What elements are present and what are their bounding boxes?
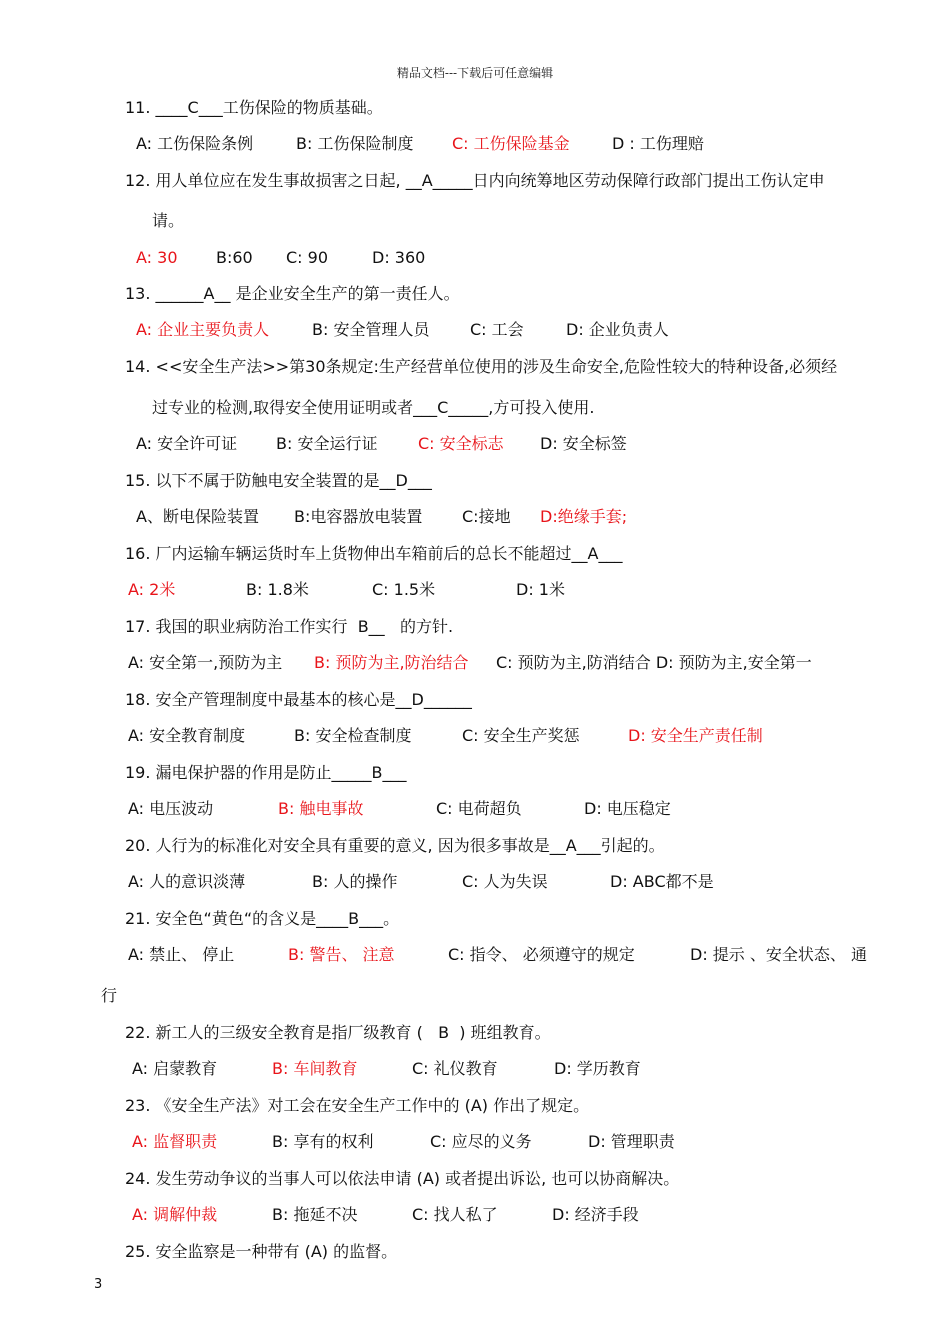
option-11-a: A: 工伤保险条例 <box>136 134 254 153</box>
option-12-d: D: 360 <box>372 248 426 267</box>
option-21-c: C: 指令、 必须遵守的规定 <box>448 945 635 964</box>
option-20-c: C: 人为失误 <box>462 872 548 891</box>
option-24-a-answer: A: 调解仲裁 <box>132 1205 218 1224</box>
question-22: 22. 新工人的三级安全教育是指厂级教育 ( B ) 班组教育。 <box>125 1023 551 1042</box>
question-13: 13. ______A__ 是企业安全生产的第一责任人。 <box>125 284 460 303</box>
option-20-b: B: 人的操作 <box>312 872 398 891</box>
option-20-a: A: 人的意识淡薄 <box>128 872 246 891</box>
question-19: 19. 漏电保护器的作用是防止_____B___ <box>125 763 407 782</box>
option-18-c: C: 安全生产奖惩 <box>462 726 580 745</box>
question-24: 24. 发生劳动争议的当事人可以依法申请 (A) 或者提出诉讼, 也可以协商解决。 <box>125 1169 680 1188</box>
option-14-b: B: 安全运行证 <box>276 434 378 453</box>
question-14: 14. <<安全生产法>>第30条规定:生产经营单位使用的涉及生命安全,危险性较大的特种设备,必须经 <box>125 357 838 376</box>
option-18-d-answer: D: 安全生产责任制 <box>628 726 763 745</box>
option-17-c-d: C: 预防为主,防消结合 D: 预防为主,安全第一 <box>496 653 812 672</box>
option-22-c: C: 礼仪教育 <box>412 1059 498 1078</box>
question-25: 25. 安全监察是一种带有 (A) 的监督。 <box>125 1242 398 1261</box>
option-19-c: C: 电荷超负 <box>436 799 522 818</box>
option-11-c-answer: C: 工伤保险基金 <box>452 134 570 153</box>
question-12-continued: 请。 <box>152 211 185 230</box>
option-17-b-answer: B: 预防为主,防治结合 <box>314 653 469 672</box>
option-12-c: C: 90 <box>286 248 329 267</box>
question-20: 20. 人行为的标准化对安全具有重要的意义, 因为很多事故是__A___引起的。 <box>125 836 665 855</box>
question-23: 23. 《安全生产法》对工会在安全生产工作中的 (A) 作出了规定。 <box>125 1096 590 1115</box>
option-13-b: B: 安全管理人员 <box>312 320 430 339</box>
option-19-a: A: 电压波动 <box>128 799 214 818</box>
option-19-b-answer: B: 触电事故 <box>278 799 364 818</box>
option-22-b-answer: B: 车间教育 <box>272 1059 358 1078</box>
page-number: 3 <box>94 1277 103 1292</box>
option-12-b: B:60 <box>216 248 253 267</box>
option-15-d-answer: D:绝缘手套; <box>540 507 628 526</box>
option-11-b: B: 工伤保险制度 <box>296 134 414 153</box>
option-21-b-answer: B: 警告、 注意 <box>288 945 395 964</box>
option-24-c: C: 找人私了 <box>412 1205 498 1224</box>
option-24-b: B: 拖延不决 <box>272 1205 358 1224</box>
option-15-b: B:电容器放电装置 <box>294 507 423 526</box>
question-15: 15. 以下不属于防触电安全装置的是__D___ <box>125 471 432 490</box>
question-14-continued: 过专业的检测,取得安全使用证明或者___C_____,方可投入使用. <box>152 398 595 417</box>
question-21: 21. 安全色“黄色“的含义是____B___。 <box>125 909 400 928</box>
option-15-c: C:接地 <box>462 507 511 526</box>
option-13-d: D: 企业负责人 <box>566 320 669 339</box>
page-header: 精品文档---下载后可任意编辑 <box>396 66 554 80</box>
option-16-a-answer: A: 2米 <box>128 580 176 599</box>
question-11: 11. ____C___工伤保险的物质基础。 <box>125 98 383 117</box>
option-21-d: D: 提示 、安全状态、 通 <box>690 945 867 964</box>
question-17: 17. 我国的职业病防治工作实行 B__ 的方针. <box>125 617 454 636</box>
option-14-c-answer: C: 安全标志 <box>418 434 504 453</box>
question-18: 18. 安全产管理制度中最基本的核心是__D______ <box>125 690 472 709</box>
option-17-a: A: 安全第一,预防为主 <box>128 653 283 672</box>
option-21-d-continued: 行 <box>101 986 118 1005</box>
option-23-d: D: 管理职责 <box>588 1132 675 1151</box>
option-22-a: A: 启蒙教育 <box>132 1059 218 1078</box>
option-23-c: C: 应尽的义务 <box>430 1132 532 1151</box>
option-13-a-answer: A: 企业主要负责人 <box>136 320 270 339</box>
option-14-d: D: 安全标签 <box>540 434 627 453</box>
option-13-c: C: 工会 <box>470 320 524 339</box>
option-18-b: B: 安全检查制度 <box>294 726 412 745</box>
option-19-d: D: 电压稳定 <box>584 799 671 818</box>
option-21-a: A: 禁止、 停止 <box>128 945 235 964</box>
option-16-c: C: 1.5米 <box>372 580 436 599</box>
option-23-a-answer: A: 监督职责 <box>132 1132 218 1151</box>
option-12-a-answer: A: 30 <box>136 248 178 267</box>
question-12: 12. 用人单位应在发生事故损害之日起, __A_____日内向统筹地区劳动保障行政部门提出工伤认定申 <box>125 171 825 190</box>
option-14-a: A: 安全许可证 <box>136 434 238 453</box>
question-16: 16. 厂内运输车辆运货时车上货物伸出车箱前后的总长不能超过__A___ <box>125 544 623 563</box>
option-22-d: D: 学历教育 <box>554 1059 641 1078</box>
option-20-d: D: ABC都不是 <box>610 872 714 891</box>
option-23-b: B: 享有的权利 <box>272 1132 374 1151</box>
option-11-d: D : 工伤理赔 <box>612 134 704 153</box>
option-18-a: A: 安全教育制度 <box>128 726 246 745</box>
option-16-d: D: 1米 <box>516 580 565 599</box>
option-24-d: D: 经济手段 <box>552 1205 639 1224</box>
option-15-a: A、断电保险装置 <box>136 507 259 526</box>
option-16-b: B: 1.8米 <box>246 580 309 599</box>
